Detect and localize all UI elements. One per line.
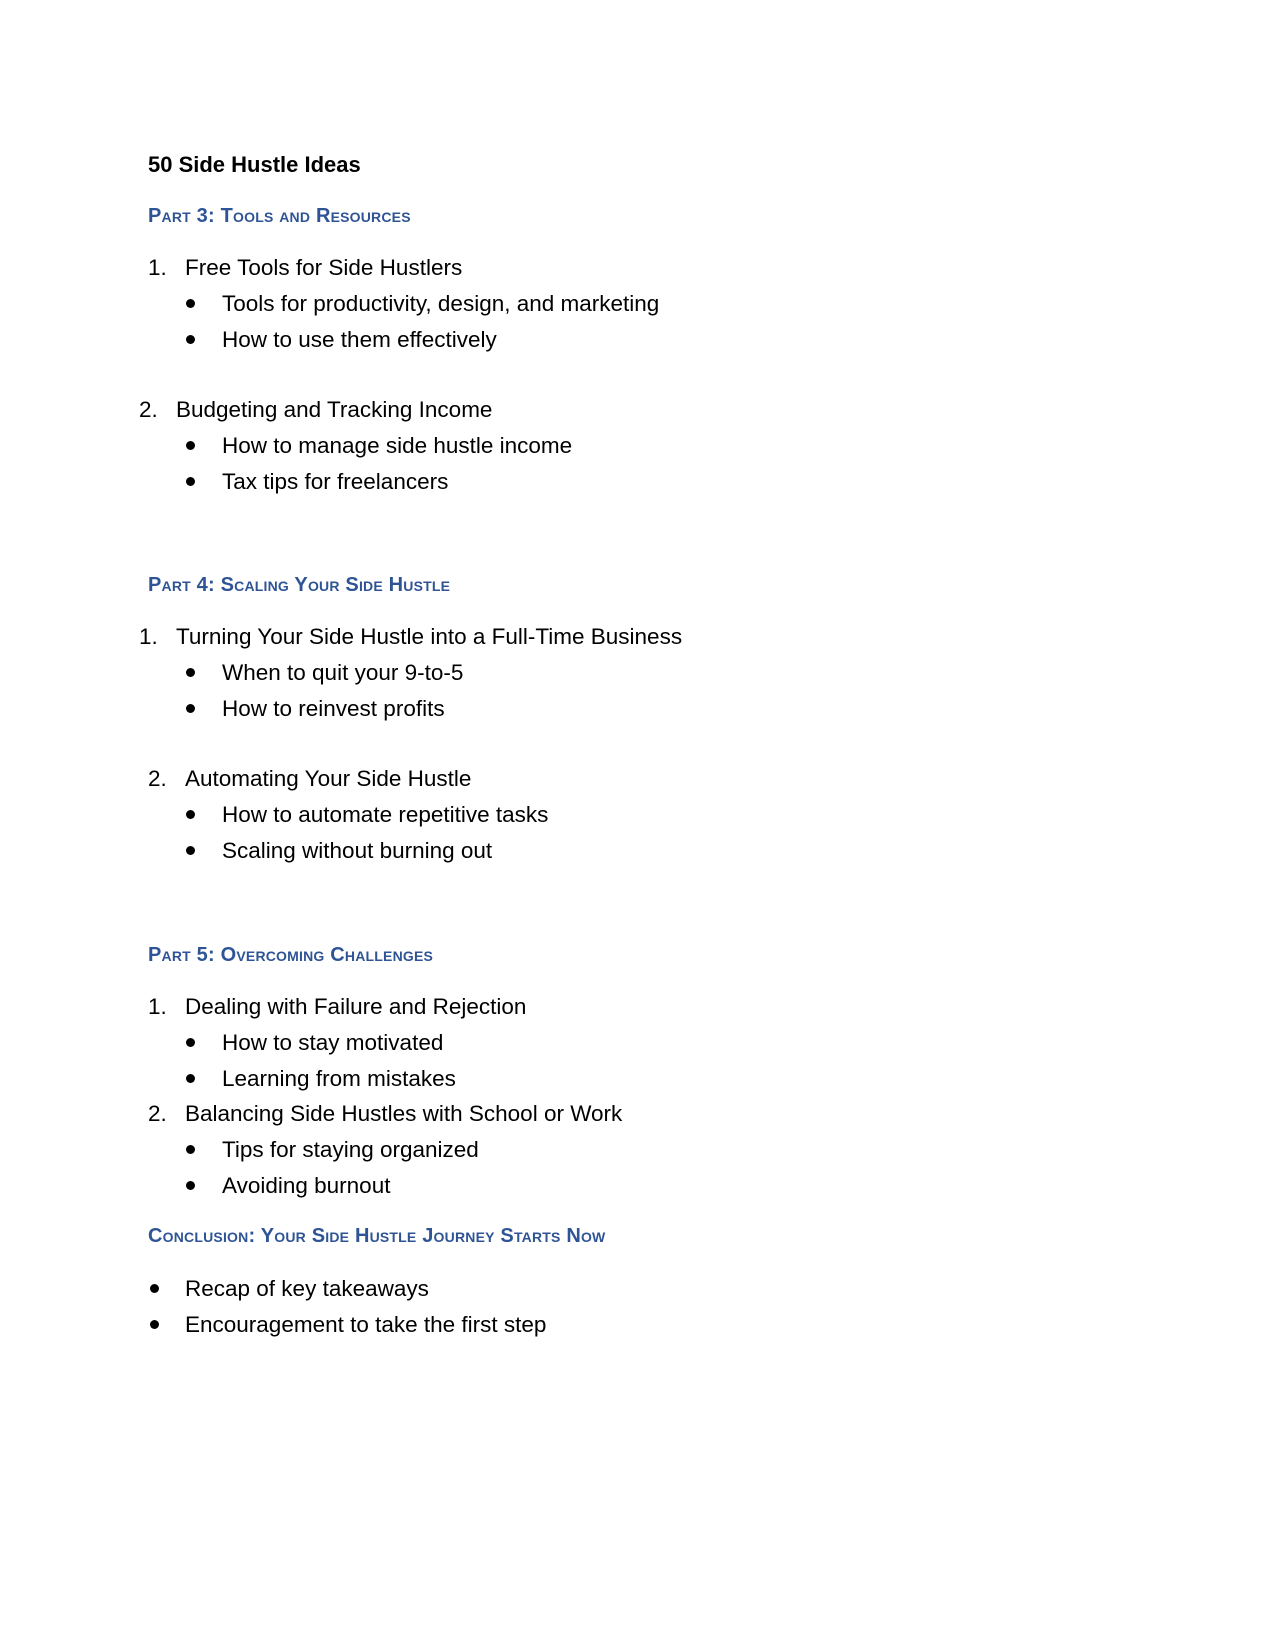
sub-list-item: How to manage side hustle income <box>222 433 573 458</box>
sub-list-item: Tax tips for freelancers <box>222 469 449 494</box>
bullet-icon <box>186 335 195 344</box>
section-heading-part-4: Part 4: Scaling Your Side Hustle <box>148 574 451 596</box>
section-heading-part-5: Part 5: Overcoming Challenges <box>148 944 434 966</box>
list-item: Free Tools for Side Hustlers <box>185 255 463 280</box>
document-title: 50 Side Hustle Ideas <box>148 152 361 177</box>
bullet-icon <box>150 1320 159 1329</box>
bullet-icon <box>186 846 195 855</box>
sub-list-item: How to use them effectively <box>222 327 497 352</box>
bullet-icon <box>186 1181 195 1190</box>
bullet-icon <box>186 668 195 677</box>
list-number: 2. <box>148 1101 167 1126</box>
bullet-icon <box>186 1145 195 1154</box>
list-number: 2. <box>139 397 158 422</box>
list-number: 1. <box>139 624 158 649</box>
sub-list-item: When to quit your 9-to-5 <box>222 660 464 685</box>
list-item: Encouragement to take the first step <box>185 1312 547 1337</box>
bullet-icon <box>186 477 195 486</box>
list-item: Budgeting and Tracking Income <box>176 397 493 422</box>
sub-list-item: Scaling without burning out <box>222 838 493 863</box>
list-item: Dealing with Failure and Rejection <box>185 994 527 1019</box>
list-item: Turning Your Side Hustle into a Full-Time Business <box>176 624 683 649</box>
list-item: Recap of key takeaways <box>185 1276 429 1301</box>
sub-list-item: Tips for staying organized <box>222 1137 479 1162</box>
section-heading-conclusion: Conclusion: Your Side Hustle Journey Starts Now <box>148 1225 606 1247</box>
bullet-icon <box>186 1074 195 1083</box>
list-item: Balancing Side Hustles with School or Work <box>185 1101 623 1126</box>
sub-list-item: Avoiding burnout <box>222 1173 391 1198</box>
bullet-icon <box>186 299 195 308</box>
list-item: Automating Your Side Hustle <box>185 766 472 791</box>
sub-list-item: How to stay motivated <box>222 1030 444 1055</box>
sub-list-item: How to automate repetitive tasks <box>222 802 549 827</box>
sub-list-item: How to reinvest profits <box>222 696 445 721</box>
bullet-icon <box>186 1038 195 1047</box>
bullet-icon <box>186 704 195 713</box>
sub-list-item: Tools for productivity, design, and marketing <box>222 291 660 316</box>
list-number: 1. <box>148 994 167 1019</box>
bullet-icon <box>186 441 195 450</box>
bullet-icon <box>186 810 195 819</box>
list-number: 1. <box>148 255 167 280</box>
section-heading-part-3: Part 3: Tools and Resources <box>148 205 411 227</box>
bullet-icon <box>150 1284 159 1293</box>
list-number: 2. <box>148 766 167 791</box>
sub-list-item: Learning from mistakes <box>222 1066 456 1091</box>
